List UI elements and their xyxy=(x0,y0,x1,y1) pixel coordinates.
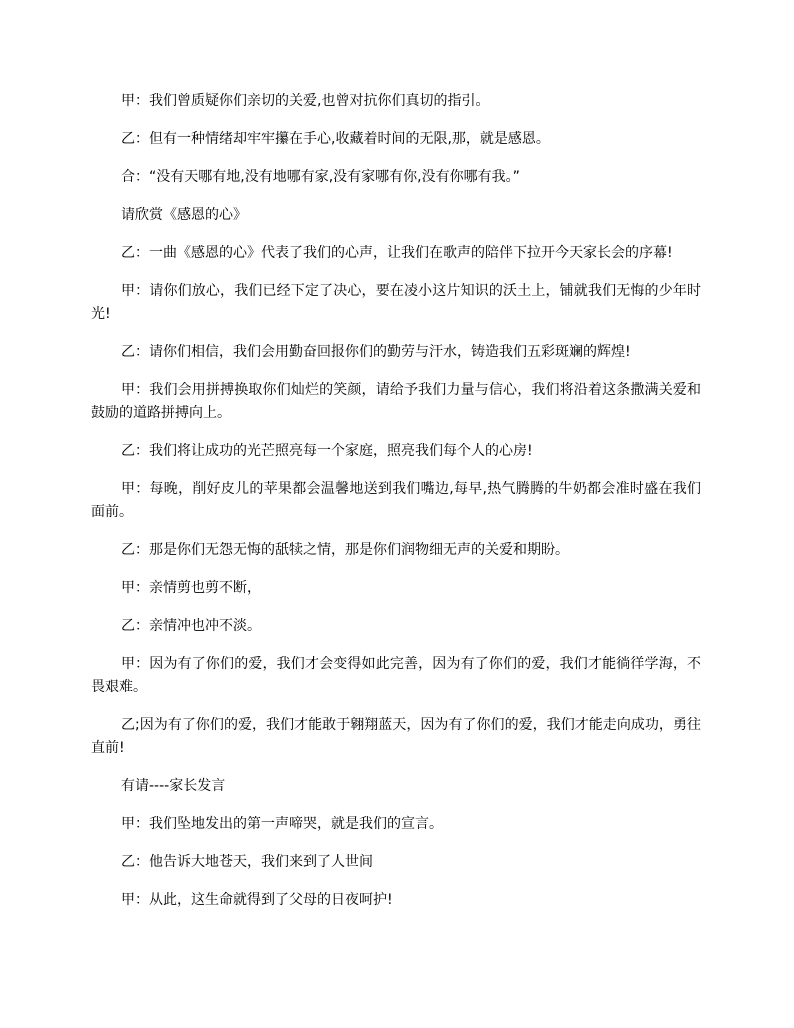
paragraph: 乙：那是你们无怨无悔的舐犊之情，那是你们润物细无声的关爱和期盼。 xyxy=(121,542,569,558)
paragraph-gap xyxy=(91,463,701,478)
paragraph-gap xyxy=(91,364,701,379)
paragraph-gap xyxy=(91,113,701,128)
paragraph-gap xyxy=(91,151,701,166)
paragraph: 乙：我们将让成功的光芒照亮每一个家庭，照亮我们每个人的心房! xyxy=(121,443,533,459)
paragraph: 甲：从此，这生命就得到了父母的日夜呵护! xyxy=(121,892,393,908)
paragraph-gap xyxy=(91,524,701,539)
paragraph-gap xyxy=(91,326,701,341)
paragraph-gap xyxy=(91,189,701,204)
paragraph: 甲：请你们放心，我们已经下定了决心，要在凌小这片知识的沃土上，铺就我们无悔的少年时光! xyxy=(91,283,701,322)
paragraph: 甲：每晚，削好皮儿的苹果都会温馨地送到我们嘴边,每早,热气腾腾的牛奶都会准时盛在我们面前。 xyxy=(91,481,701,520)
paragraph: 乙：请你们相信，我们会用勤奋回报你们的勤劳与汗水，铸造我们五彩斑斓的辉煌! xyxy=(121,344,631,360)
section-heading: 有请----家长发言 xyxy=(121,778,226,794)
paragraph: 甲：我们曾质疑你们亲切的关爱,也曾对抗你们真切的指引。 xyxy=(121,93,490,109)
paragraph-gap xyxy=(91,265,701,280)
paragraph: 合：“没有天哪有地,没有地哪有家,没有家哪有你,没有你哪有我。” xyxy=(121,169,520,185)
paragraph-gap xyxy=(91,227,701,242)
paragraph-gap xyxy=(91,760,701,775)
paragraph-gap xyxy=(91,836,701,851)
paragraph: 乙;因为有了你们的爱，我们才能敢于翱翔蓝天，因为有了你们的爱，我们才能走向成功，勇往直前! xyxy=(91,717,701,756)
paragraph-gap xyxy=(91,798,701,813)
paragraph: 乙：亲情冲也冲不淡。 xyxy=(121,618,261,634)
paragraph-gap xyxy=(91,562,701,577)
paragraph: 甲：因为有了你们的爱，我们才会变得如此完善，因为有了你们的爱，我们才能徜徉学海，不畏艰难。 xyxy=(91,656,701,695)
paragraph: 乙：但有一种情绪却牢牢攥在手心,收藏着时间的无限,那，就是感恩。 xyxy=(121,131,550,147)
paragraph-gap xyxy=(91,600,701,615)
paragraph: 乙：一曲《感恩的心》代表了我们的心声，让我们在歌声的陪伴下拉开今天家长会的序幕! xyxy=(121,245,673,261)
paragraph-gap xyxy=(91,699,701,714)
paragraph: 甲：我们坠地发出的第一声啼哭，就是我们的宣言。 xyxy=(121,816,443,832)
paragraph: 甲：我们会用拼搏换取你们灿烂的笑颜，请给予我们力量与信心，我们将沿着这条撒满关爱和鼓励的道路拼搏向上。 xyxy=(91,382,701,421)
paragraph-gap xyxy=(91,638,701,653)
document-body xyxy=(91,90,701,912)
paragraph: 乙：他告诉大地苍天，我们来到了人世间 xyxy=(121,854,373,870)
paragraph: 甲：亲情剪也剪不断， xyxy=(121,580,261,596)
paragraph-gap xyxy=(91,425,701,440)
paragraph-gap xyxy=(91,874,701,889)
section-heading: 请欣赏《感恩的心》 xyxy=(121,207,247,223)
